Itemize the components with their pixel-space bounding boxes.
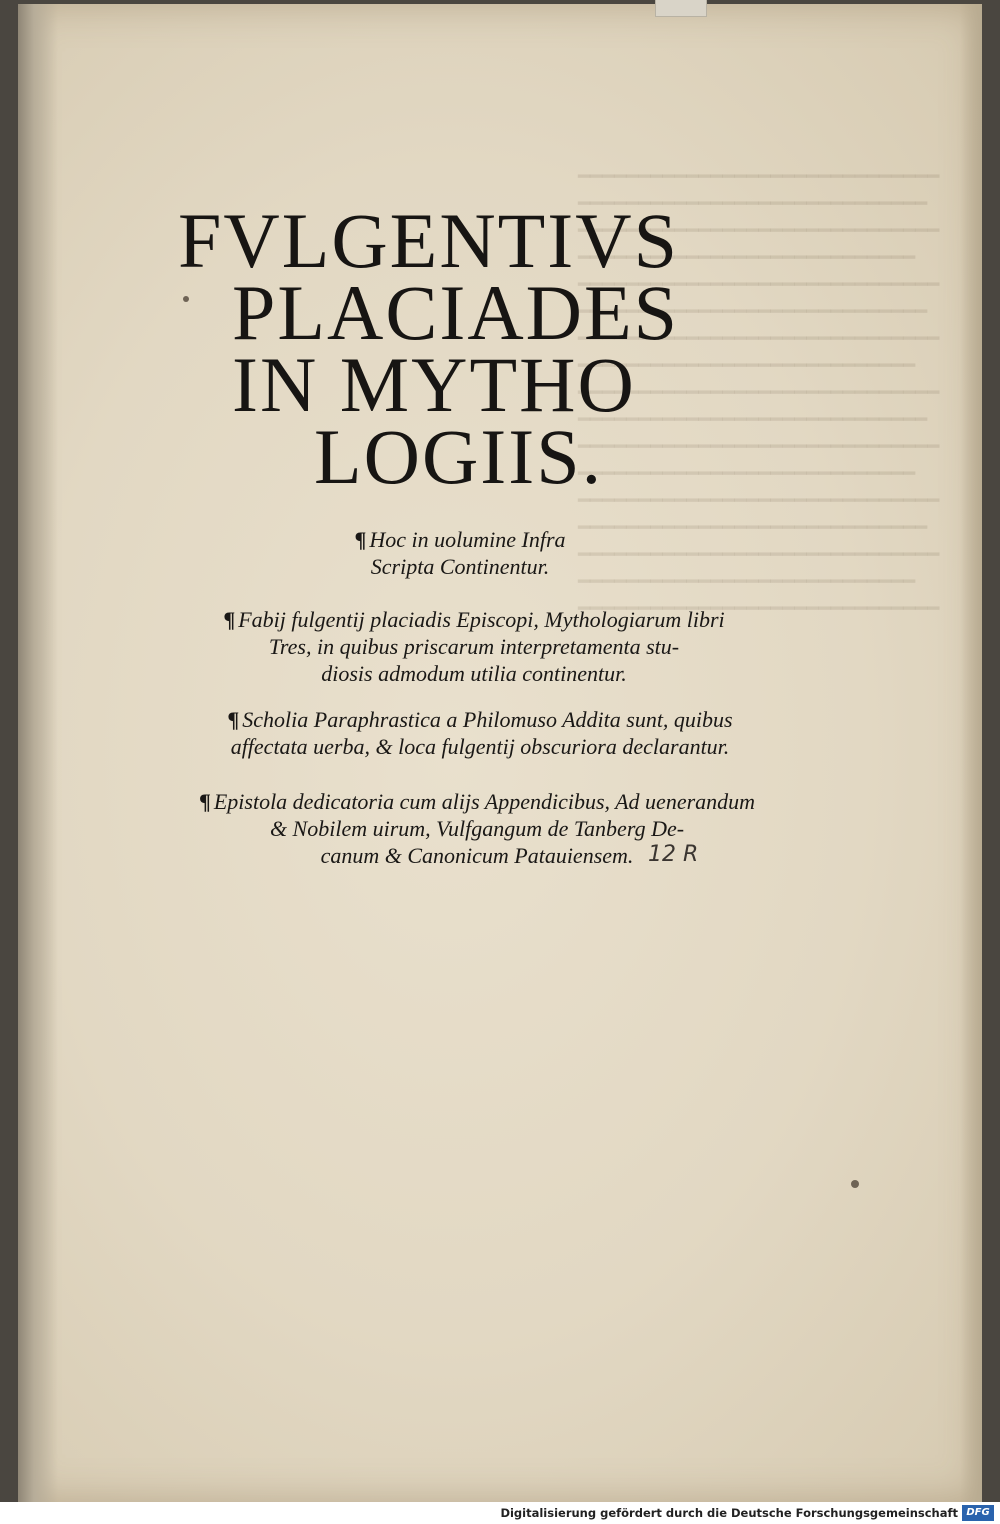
- section-2-line-2: affectata uerba, & loca fulgentij obscuriora declarantur.: [230, 734, 730, 759]
- pilcrow-icon: ¶: [354, 527, 367, 552]
- ink-speck: [183, 296, 189, 302]
- title-line-4: LOGIIS.: [314, 413, 604, 500]
- section-3-line-2: & Nobilem uirum, Vulfgangum de Tanberg De-: [269, 816, 685, 841]
- handwritten-note: 12 R: [648, 842, 699, 867]
- title-line-3: IN MYTHO: [232, 341, 636, 428]
- dfg-logo-icon: DFG: [962, 1505, 994, 1521]
- footer-credit: Digitalisierung gefördert durch die Deutsche Forschungsgemeinschaft: [500, 1506, 958, 1520]
- subtitle-line-1: ¶ Hoc in uolumine Infra: [354, 527, 566, 552]
- bleed-through-texture: ━━━━━━━━━━━━━━━━━━━━━━━━━━━━━━ ━━━━━━━━━━━━━━━━━━━━━━━━━━━━━ ━━━━━━━━━━━━━━━━━━━━━━━━━━━━━━ ━━━━━━━━━━━━━━━━━━━━━━━━━━━━ ━━━━━━━━━━━━━━━━━━━━━━━━━━━━━━ ━━━━━━━━━━━━━━━━━━━━━━━━━━━━━ ━━━━━━━━━━━━━━━━━━━━━━━━━━━━━━ ━━━━━━━━━━━━━━━━━━━━━━━━━━━━ ━━━━━━━━━━━━━━━━━━━━━━━━━━━━━━ ━━━━━━━━━━━━━━━━━━━━━━━━━━━━━ ━━━━━━━━━━━━━━━━━━━━━━━━━━━━━━ ━━━━━━━━━━━━━━━━━━━━━━━━━━━━ ━━━━━━━━━━━━━━━━━━━━━━━━━━━━━━ ━━━━━━━━━━━━━━━━━━━━━━━━━━━━━ ━━━━━━━━━━━━━━━━━━━━━━━━━━━━━━ ━━━━━━━━━━━━━━━━━━━━━━━━━━━━ ━━━━━━━━━━━━━━━━━━━━━━━━━━━━━━: [578, 166, 940, 620]
- pilcrow-icon: ¶: [227, 707, 240, 732]
- book-title: [170, 197, 770, 500]
- title-line-2: PLACIADES: [232, 269, 680, 356]
- section-2-line-1: ¶ Scholia Paraphrastica a Philomuso Addita sunt, quibus: [227, 707, 733, 732]
- section-1-line-3: diosis admodum utilia continentur.: [321, 661, 627, 686]
- title-line-1: FVLGENTIVS: [178, 197, 679, 284]
- page-spine-shadow: [18, 4, 58, 1502]
- digitization-footer: [0, 1502, 1000, 1524]
- section-1-line-2: Tres, in quibus priscarum interpretamenta stu-: [268, 634, 680, 659]
- subtitle-block: [340, 526, 580, 580]
- subtitle-line-2: Scripta Continentur.: [370, 554, 550, 579]
- contents-section-1: [194, 606, 754, 687]
- page-marker-tab: [655, 0, 707, 17]
- contents-section-2: [180, 706, 780, 760]
- ink-speck: [851, 1180, 859, 1188]
- section-3-line-3: canum & Canonicum Patauiensem.: [320, 843, 634, 868]
- pilcrow-icon: ¶: [198, 789, 211, 814]
- pilcrow-icon: ¶: [223, 607, 236, 632]
- section-3-line-1: ¶ Epistola dedicatoria cum alijs Appendicibus, Ad uenerandum: [198, 789, 756, 814]
- page-edge-shadow: [960, 4, 982, 1502]
- section-1-line-1: ¶ Fabij fulgentij placiadis Episcopi, Mythologiarum libri: [223, 607, 725, 632]
